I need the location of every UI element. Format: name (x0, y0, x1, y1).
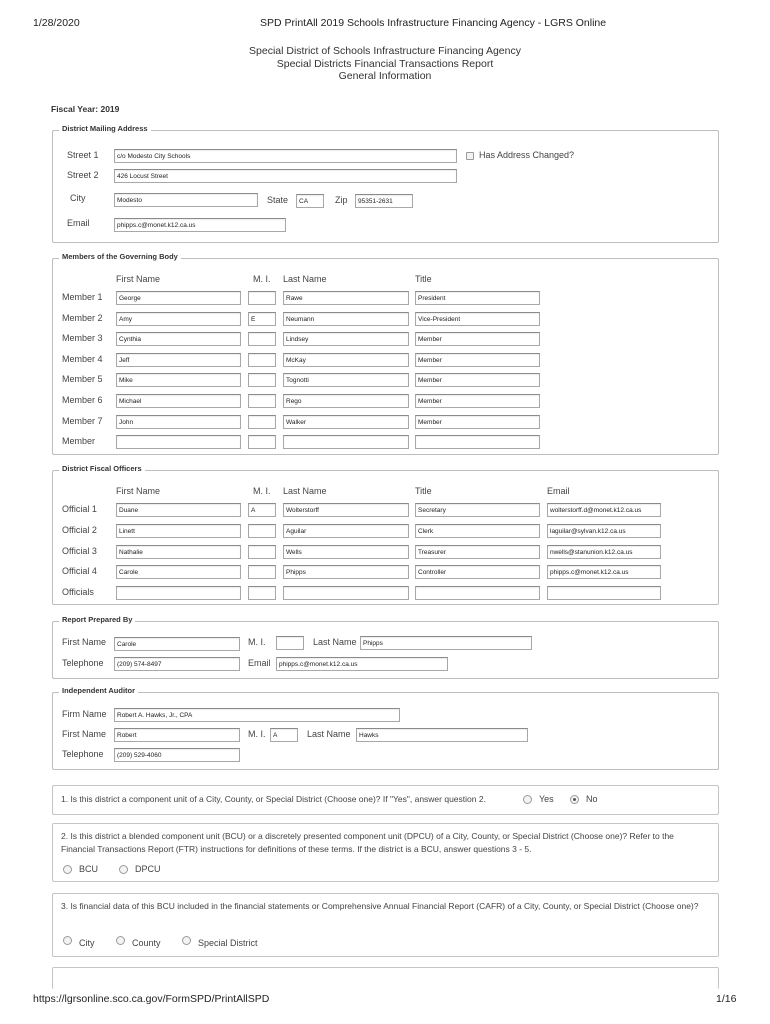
prepared-by-legend: Report Prepared By (59, 615, 135, 624)
member-last-name-field[interactable] (283, 435, 409, 449)
city-label: City (70, 193, 86, 203)
member-title-field[interactable]: Vice-President (415, 312, 540, 326)
street2-field[interactable]: 426 Locust Street (114, 169, 457, 183)
member-title-field[interactable] (415, 435, 540, 449)
member-last-name-field[interactable]: Walker (283, 415, 409, 429)
member-last-name-field[interactable]: Rego (283, 394, 409, 408)
official-title-field[interactable] (415, 586, 540, 600)
fiscal-officers-legend: District Fiscal Officers (59, 464, 145, 473)
official-first-name-field[interactable]: Duane (116, 503, 241, 517)
governing-body-legend: Members of the Governing Body (59, 252, 181, 261)
question-4-box (52, 967, 719, 989)
gb-header-title: Title (415, 274, 432, 284)
member-row-label: Member 3 (62, 333, 103, 343)
member-last-name-field[interactable]: Lindsey (283, 332, 409, 346)
street1-label: Street 1 (67, 150, 99, 160)
official-first-name-field[interactable] (116, 586, 241, 600)
q1-yes-label: Yes (539, 794, 554, 804)
city-field[interactable]: Modesto (114, 193, 258, 207)
member-title-field[interactable]: Member (415, 394, 540, 408)
member-mi-field[interactable] (248, 373, 276, 387)
member-title-field[interactable]: President (415, 291, 540, 305)
pb-mi-field[interactable] (276, 636, 304, 650)
official-email-field[interactable]: laguilar@sylvan.k12.ca.us (547, 524, 661, 538)
member-row-label: Member 4 (62, 354, 103, 364)
official-last-name-field[interactable]: Aguilar (283, 524, 409, 538)
aud-last-label: Last Name (307, 729, 351, 739)
member-last-name-field[interactable]: McKay (283, 353, 409, 367)
member-first-name-field[interactable]: Amy (116, 312, 241, 326)
pb-first-label: First Name (62, 637, 107, 647)
q2-bcu-label: BCU (79, 864, 99, 874)
official-email-field[interactable] (547, 586, 661, 600)
q3-city-label: City (79, 938, 95, 948)
official-first-name-field[interactable]: Linett (116, 524, 241, 538)
zip-field[interactable]: 95351-2631 (355, 194, 413, 208)
member-first-name-field[interactable]: George (116, 291, 241, 305)
pb-mi-label: M. I. (248, 637, 266, 647)
print-date: 1/28/2020 (33, 17, 80, 29)
print-title: SPD PrintAll 2019 Schools Infrastructure Financing Agency - LGRS Online (260, 17, 607, 29)
q3-special-district-label: Special District (198, 938, 258, 948)
aud-firm-field[interactable]: Robert A. Hawks, Jr., CPA (114, 708, 400, 722)
aud-last-field[interactable]: Hawks (356, 728, 528, 742)
q2-dpcu-label: DPCU (135, 864, 161, 874)
official-title-field[interactable]: Clerk (415, 524, 540, 538)
member-mi-field[interactable]: E (248, 312, 276, 326)
official-email-field[interactable]: nwells@stanunion.k12.ca.us (547, 545, 661, 559)
q3-special-district-radio[interactable] (182, 936, 191, 945)
q3-county-radio[interactable] (116, 936, 125, 945)
gb-header-last: Last Name (283, 274, 327, 284)
zip-label: Zip (335, 195, 348, 205)
email-label: Email (67, 218, 90, 228)
official-row-label: Official 2 (62, 525, 97, 535)
member-mi-field[interactable] (248, 332, 276, 346)
official-mi-field[interactable] (248, 586, 276, 600)
street1-field[interactable]: c/o Modesto City Schools (114, 149, 457, 163)
member-last-name-field[interactable]: Neumann (283, 312, 409, 326)
q1-no-label: No (586, 794, 598, 804)
pb-last-field[interactable]: Phipps (360, 636, 532, 650)
official-email-field[interactable]: phipps.c@monet.k12.ca.us (547, 565, 661, 579)
q3-city-radio[interactable] (63, 936, 72, 945)
report-title-line2: Special Districts Financial Transactions Report (276, 58, 494, 70)
member-first-name-field[interactable]: Mike (116, 373, 241, 387)
member-title-field[interactable]: Member (415, 353, 540, 367)
pb-phone-field[interactable]: (209) 574-8497 (114, 657, 240, 671)
fo-header-last: Last Name (283, 486, 327, 496)
auditor-legend: Independent Auditor (59, 686, 138, 695)
member-mi-field[interactable] (248, 291, 276, 305)
member-first-name-field[interactable]: John (116, 415, 241, 429)
gb-header-mi: M. I. (253, 274, 271, 284)
address-changed-checkbox[interactable] (466, 152, 474, 160)
official-mi-field[interactable] (248, 524, 276, 538)
report-title-line1: Special District of Schools Infrastructure Financing Agency (249, 45, 521, 57)
street2-label: Street 2 (67, 170, 99, 180)
fo-header-title: Title (415, 486, 432, 496)
q1-yes-radio[interactable] (523, 795, 532, 804)
official-email-field[interactable]: wolterstorff.d@monet.k12.ca.us (547, 503, 661, 517)
official-mi-field[interactable]: A (248, 503, 276, 517)
member-mi-field[interactable] (248, 353, 276, 367)
aud-phone-label: Telephone (62, 749, 104, 759)
email-field[interactable]: phipps.c@monet.k12.ca.us (114, 218, 286, 232)
official-title-field[interactable]: Treasurer (415, 545, 540, 559)
member-row-label: Member 7 (62, 416, 103, 426)
report-title-line3: General Information (338, 70, 432, 82)
official-last-name-field[interactable]: Wolterstorff (283, 503, 409, 517)
official-first-name-field[interactable]: Nathalie (116, 545, 241, 559)
aud-firm-label: Firm Name (62, 709, 107, 719)
footer-url: https://lgrsonline.sco.ca.gov/FormSPD/PrintAllSPD (33, 993, 273, 1005)
official-row-label: Official 1 (62, 504, 97, 514)
member-row-label: Member 2 (62, 313, 103, 323)
member-mi-field[interactable] (248, 415, 276, 429)
member-title-field[interactable]: Member (415, 415, 540, 429)
official-last-name-field[interactable]: Phipps (283, 565, 409, 579)
official-last-name-field[interactable] (283, 586, 409, 600)
official-row-label: Official 3 (62, 546, 97, 556)
q3-county-label: County (132, 938, 161, 948)
fo-header-mi: M. I. (253, 486, 271, 496)
official-row-label: Official 4 (62, 566, 97, 576)
member-first-name-field[interactable] (116, 435, 241, 449)
fo-header-email: Email (547, 486, 570, 496)
official-first-name-field[interactable]: Carole (116, 565, 241, 579)
pb-first-field[interactable]: Carole (114, 637, 240, 651)
member-mi-field[interactable] (248, 394, 276, 408)
aud-mi-field[interactable]: A (270, 728, 298, 742)
aud-first-label: First Name (62, 729, 107, 739)
member-row-label: Member 5 (62, 374, 103, 384)
pb-phone-label: Telephone (62, 658, 104, 668)
official-title-field[interactable]: Controller (415, 565, 540, 579)
gb-header-first: First Name (116, 274, 161, 284)
member-first-name-field[interactable]: Cynthia (116, 332, 241, 346)
official-last-name-field[interactable]: Wells (283, 545, 409, 559)
member-first-name-field[interactable]: Jeff (116, 353, 241, 367)
aud-phone-field[interactable]: (209) 529-4060 (114, 748, 240, 762)
q1-no-radio[interactable] (570, 795, 579, 804)
state-label: State (267, 195, 289, 205)
official-title-field[interactable]: Secretary (415, 503, 540, 517)
question-2-text: 2. Is this district a blended component unit (BCU) or a discretely presented component unit (DPCU) of a City, County, or Special District (Choose one)? Refer to the Financial Transactions Report (FTR) instructions for definitions of these terms. If the district is a BCU, answer questions 3 - 5. (61, 831, 674, 854)
pb-last-label: Last Name (313, 637, 357, 647)
state-field[interactable]: CA (296, 194, 324, 208)
official-row-label: Officials (62, 587, 94, 597)
aud-first-field[interactable]: Robert (114, 728, 240, 742)
question-3-text: 3. Is financial data of this BCU included in the financial statements or Comprehensive Annual Financial Report (CAFR) of a City, County, or Special District (Choose one)? (61, 901, 699, 911)
member-row-label: Member (62, 436, 96, 446)
member-row-label: Member 6 (62, 395, 103, 405)
member-mi-field[interactable] (248, 435, 276, 449)
member-last-name-field[interactable]: Tognotti (283, 373, 409, 387)
fiscal-year-label: Fiscal Year: 2019 (51, 104, 120, 114)
q2-bcu-radio[interactable] (63, 865, 72, 874)
question-1-text: 1. Is this district a component unit of a City, County, or Special District (Choose one)? If "Yes", answer question 2. (61, 794, 486, 804)
official-mi-field[interactable] (248, 545, 276, 559)
aud-mi-label: M. I. (248, 729, 266, 739)
member-title-field[interactable]: Member (415, 373, 540, 387)
q2-dpcu-radio[interactable] (119, 865, 128, 874)
footer-page-number: 1/16 (716, 993, 737, 1005)
fo-header-first: First Name (116, 486, 161, 496)
member-first-name-field[interactable]: Michael (116, 394, 241, 408)
pb-email-label: Email (248, 658, 271, 668)
address-changed-label: Has Address Changed? (479, 150, 575, 160)
member-row-label: Member 1 (62, 292, 103, 302)
member-title-field[interactable]: Member (415, 332, 540, 346)
member-last-name-field[interactable]: Rawe (283, 291, 409, 305)
mailing-address-legend: District Mailing Address (59, 124, 151, 133)
pb-email-field[interactable]: phipps.c@monet.k12.ca.us (276, 657, 448, 671)
official-mi-field[interactable] (248, 565, 276, 579)
